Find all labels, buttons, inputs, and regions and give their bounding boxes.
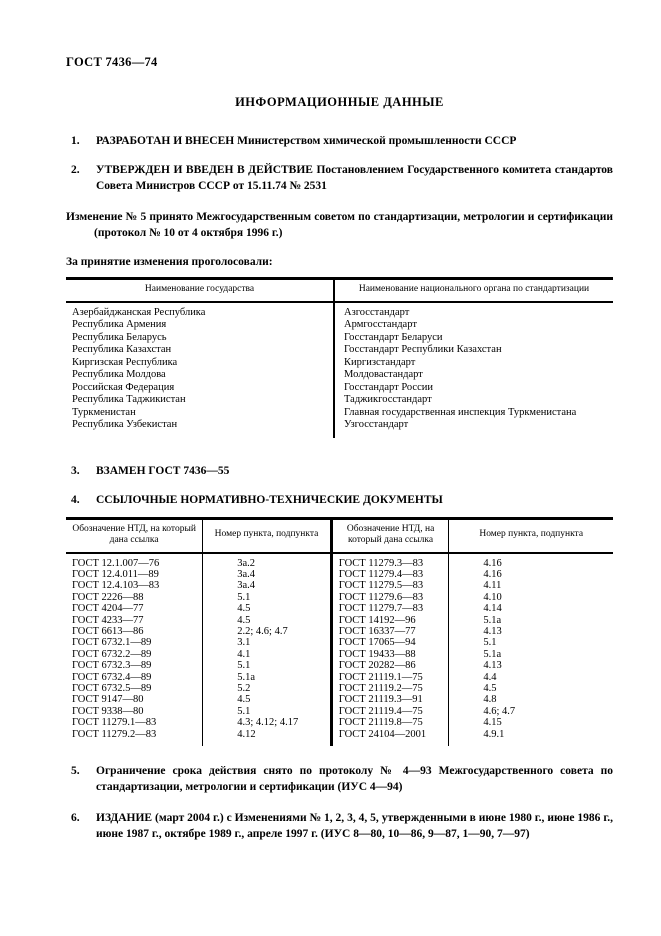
section-text: РАЗРАБОТАН И ВНЕСЕН Министерством химической промышленности СССР [96, 135, 517, 147]
ntd-designation-cell: ГОСТ 4233—77 [72, 614, 144, 626]
table-row [66, 553, 613, 569]
ntd-designation-cell: ГОСТ 21119.4—75 [331, 706, 449, 717]
table-row [66, 382, 613, 395]
state-name-header: Наименование государства [66, 279, 334, 302]
agency-name-cell: Госстандарт России [334, 382, 613, 395]
ntd-designation-cell: ГОСТ 21119.3—91 [331, 694, 449, 705]
clause-number-cell: 3а.4 [203, 569, 332, 580]
clause-number-cell: 4.13 [449, 626, 613, 637]
table-row [66, 419, 613, 438]
clause-number-cell: 3а.2 [203, 553, 332, 569]
table-row [66, 344, 613, 357]
clause-number-cell: 4.5 [203, 694, 332, 705]
agency-name-cell: Молдовастандарт [334, 369, 613, 382]
section-number: 5. [71, 765, 80, 777]
clause-number-cell: 4.6; 4.7 [449, 706, 613, 717]
clause-number-cell: 5.2 [203, 683, 332, 694]
table-row [66, 660, 613, 671]
agency-name-cell: Госстандарт Беларуси [334, 332, 613, 345]
ntd-designation-cell: ГОСТ 6732.3—89 [72, 660, 152, 672]
references-table-body [66, 553, 613, 747]
table-row [66, 603, 613, 614]
table-row [66, 592, 613, 603]
agency-name-cell: Госстандарт Республики Казахстан [334, 344, 613, 357]
ntd-designation-cell: ГОСТ 11279.4—83 [331, 569, 449, 580]
ntd-designation-cell: ГОСТ 21119.8—75 [331, 717, 449, 728]
section-text: Ограничение срока действия снято по протоколу № 4—93 Межгосударственного совета по стандартизации, метрологии и сертификации (ИУС 4—94) [96, 765, 613, 793]
agency-name-header: Наименование национального органа по стандартизации [334, 279, 613, 302]
clause-number-cell: 4.16 [449, 553, 613, 569]
table-row [66, 637, 613, 648]
section-number: 2. [71, 164, 80, 176]
ntd-designation-cell: ГОСТ 9338—80 [72, 705, 144, 717]
page-title: ИНФОРМАЦИОННЫЕ ДАННЫЕ [235, 95, 444, 109]
table-row [66, 569, 613, 580]
table-row [66, 683, 613, 694]
clause-number-cell: 4.5 [203, 603, 332, 614]
ntd-designation-cell: ГОСТ 6732.4—89 [72, 671, 152, 683]
agency-name-cell: Узгосстандарт [334, 419, 613, 438]
clause-number-cell: 3а.4 [203, 580, 332, 591]
table-row [66, 580, 613, 591]
table-row [66, 694, 613, 705]
table-row [66, 615, 613, 626]
clause-number-cell: 4.5 [449, 683, 613, 694]
table-header-row [66, 518, 613, 553]
section-validity [66, 763, 613, 795]
table-row [66, 302, 613, 320]
section-edition [66, 810, 613, 842]
section-text: ССЫЛОЧНЫЕ НОРМАТИВНО-ТЕХНИЧЕСКИЕ ДОКУМЕНТЫ [96, 493, 443, 506]
clause-number-cell: 4.3; 4.12; 4.17 [203, 717, 332, 728]
ntd-designation-cell: ГОСТ 11279.7—83 [331, 603, 449, 614]
table-header-row [66, 279, 613, 302]
ntd-designation-cell: ГОСТ 2226—88 [72, 591, 144, 603]
ntd-designation-cell: ГОСТ 14192—96 [331, 615, 449, 626]
section-number: 4. [71, 493, 80, 506]
ntd-designation-cell: ГОСТ 12.4.011—89 [72, 568, 159, 580]
clause-number-cell: 5.1а [203, 672, 332, 683]
ntd-designation-cell: ГОСТ 21119.2—75 [331, 683, 449, 694]
section-text: ВЗАМЕН ГОСТ 7436—55 [96, 464, 230, 477]
clause-number-header: Номер пункта, подпункта [203, 518, 332, 553]
clause-number-cell: 5.1а [449, 615, 613, 626]
table-row [66, 319, 613, 332]
ntd-designation-header: Обозначение НТД, на который дана ссылка [331, 518, 449, 553]
ntd-designation-cell: ГОСТ 11279.1—83 [72, 717, 157, 729]
agency-name-cell: Таджикгосстандарт [334, 394, 613, 407]
table-row [66, 369, 613, 382]
table-row [66, 717, 613, 728]
clause-number-cell: 2.2; 4.6; 4.7 [203, 626, 332, 637]
state-name-cell: Республика Беларусь [72, 331, 167, 343]
section-text: УТВЕРЖДЕН И ВВЕДЕН В ДЕЙСТВИЕ Постановлением Государственного комитета стандартов Совета Министров СССР от 15.11.74 № 2531 [96, 164, 613, 192]
table-row [66, 394, 613, 407]
section-replaces [66, 463, 613, 479]
clause-number-header: Номер пункта, подпункта [449, 518, 613, 553]
clause-number-cell: 4.9.1 [449, 729, 613, 746]
ntd-designation-cell: ГОСТ 19433—88 [331, 649, 449, 660]
ntd-designation-cell: ГОСТ 24104—2001 [331, 729, 449, 746]
agency-name-cell: Армгосстандарт [334, 319, 613, 332]
table-row [66, 332, 613, 345]
section-number: 6. [71, 812, 80, 824]
ntd-designation-cell: ГОСТ 6732.1—89 [72, 637, 152, 649]
ntd-designation-cell: ГОСТ 12.4.103—83 [72, 580, 160, 592]
table-row [66, 672, 613, 683]
ntd-designation-cell: ГОСТ 11279.6—83 [331, 592, 449, 603]
vote-table-body [66, 302, 613, 438]
state-name-cell: Республика Молдова [72, 369, 166, 380]
ntd-designation-cell: ГОСТ 11279.5—83 [331, 580, 449, 591]
ntd-designation-cell: ГОСТ 6732.2—89 [72, 648, 152, 660]
clause-number-cell: 5.1 [449, 637, 613, 648]
ntd-designation-cell: ГОСТ 4204—77 [72, 603, 144, 615]
ntd-designation-cell: ГОСТ 17065—94 [331, 637, 449, 648]
section-approved [66, 162, 613, 194]
section-number: 3. [71, 464, 80, 477]
clause-number-cell: 4.14 [449, 603, 613, 614]
section-number: 1. [71, 135, 80, 147]
ntd-designation-cell: ГОСТ 11279.2—83 [72, 728, 157, 740]
ntd-designation-cell: ГОСТ 16337—77 [331, 626, 449, 637]
clause-number-cell: 3.1 [203, 637, 332, 648]
ntd-designation-cell: ГОСТ 12.1.007—76 [72, 557, 160, 569]
table-row [66, 649, 613, 660]
ntd-designation-cell: ГОСТ 6613—86 [72, 625, 144, 637]
doc-number: ГОСТ 7436—74 [66, 55, 158, 69]
vote-caption: За принятие изменения проголосовали: [66, 256, 273, 268]
ntd-designation-cell: ГОСТ 21119.1—75 [331, 672, 449, 683]
state-name-cell: Киргизская Республика [72, 356, 178, 368]
amendment-note: Изменение № 5 принято Межгосударственным советом по стандартизации, метрологии и сертификации (протокол № 10 от 4 октября 1996 г.) [66, 211, 613, 239]
agency-name-cell: Азгосстандарт [334, 302, 613, 320]
clause-number-cell: 4.13 [449, 660, 613, 671]
clause-number-cell: 4.1 [203, 649, 332, 660]
state-name-cell: Республика Казахстан [72, 344, 172, 355]
clause-number-cell: 4.5 [203, 615, 332, 626]
ntd-designation-cell: ГОСТ 6732.5—89 [72, 682, 152, 694]
table-row [66, 706, 613, 717]
ntd-designation-cell: ГОСТ 9147—80 [72, 694, 144, 706]
vote-table [66, 277, 613, 438]
ntd-designation-cell: ГОСТ 11279.3—83 [331, 553, 449, 569]
state-name-cell: Российская Федерация [72, 381, 175, 393]
section-references-heading [66, 492, 613, 508]
clause-number-cell: 5.1 [203, 706, 332, 717]
clause-number-cell: 4.11 [449, 580, 613, 591]
clause-number-cell: 4.16 [449, 569, 613, 580]
table-row [66, 407, 613, 420]
clause-number-cell: 5.1а [449, 649, 613, 660]
section-developed [66, 133, 613, 149]
clause-number-cell: 4.15 [449, 717, 613, 728]
clause-number-cell: 4.12 [203, 729, 332, 746]
clause-number-cell: 4.8 [449, 694, 613, 705]
state-name-cell: Республика Армения [72, 319, 167, 330]
table-row [66, 626, 613, 637]
state-name-cell: Азербайджанская Республика [72, 306, 206, 318]
clause-number-cell: 5.1 [203, 592, 332, 603]
table-row [66, 357, 613, 370]
agency-name-cell: Киргизстандарт [334, 357, 613, 370]
section-text: ИЗДАНИЕ (март 2004 г.) с Изменениями № 1, 2, 3, 4, 5, утвержденными в июне 1980 г., июне 1986 г., июне 1987 г., октябре 1989 г., апреле 1997 г. (ИУС 8—80, 10—86, 9—87, 1—90, 7—97) [96, 812, 613, 840]
clause-number-cell: 4.10 [449, 592, 613, 603]
ntd-designation-header: Обозначение НТД, на который дана ссылка [66, 518, 203, 553]
clause-number-cell: 5.1 [203, 660, 332, 671]
references-table-header [66, 518, 613, 553]
ntd-designation-cell: ГОСТ 20282—86 [331, 660, 449, 671]
references-table [66, 517, 613, 747]
state-name-cell: Туркменистан [72, 406, 136, 418]
agency-name-cell: Главная государственная инспекция Туркменистана [334, 407, 613, 420]
clause-number-cell: 4.4 [449, 672, 613, 683]
table-row [66, 729, 613, 746]
vote-table-header [66, 279, 613, 302]
state-name-cell: Республика Узбекистан [72, 419, 178, 430]
state-name-cell: Республика Таджикистан [72, 394, 186, 405]
